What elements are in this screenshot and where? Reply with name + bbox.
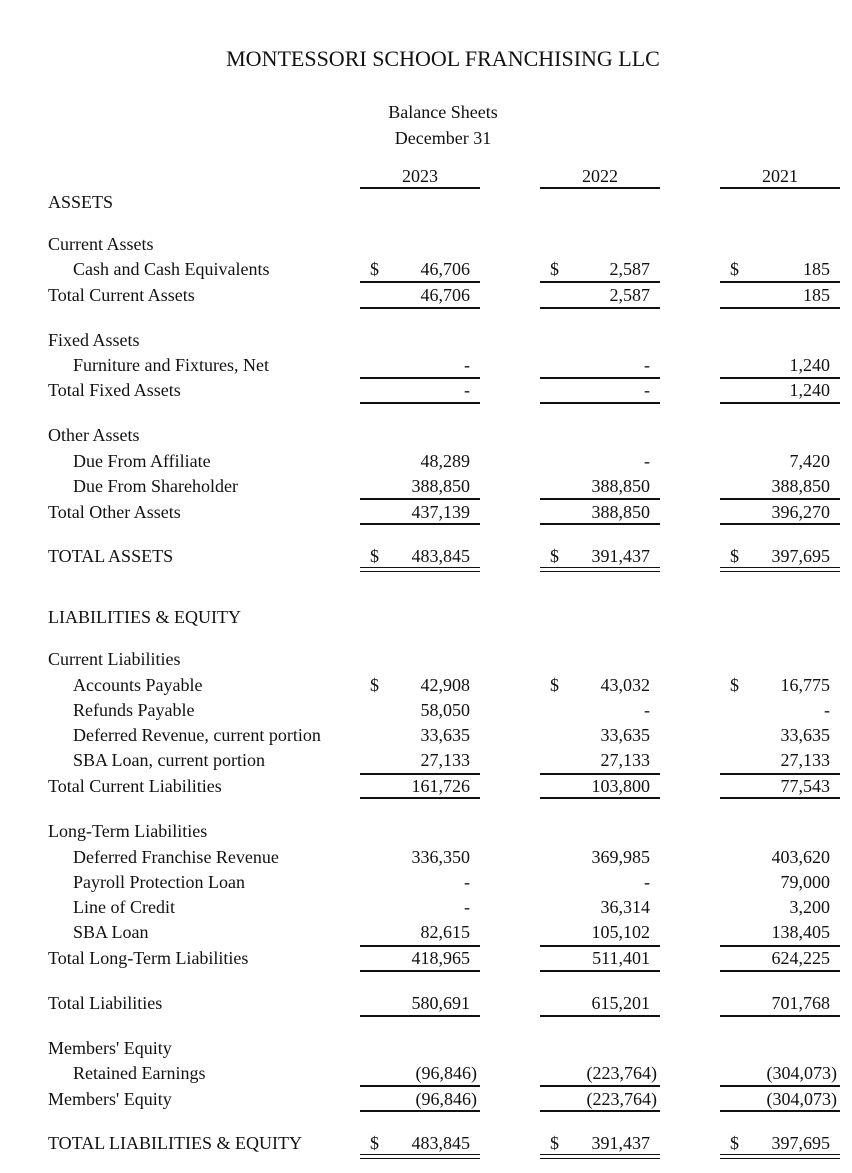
subtotal-value-2023: 437,139 — [411, 502, 470, 522]
underline — [540, 498, 660, 500]
total-liabilities-value-2023: 580,691 — [411, 993, 470, 1013]
line-item-label: Cash and Cash Equivalents — [73, 259, 270, 279]
line-item-label: Furniture and Fixtures, Net — [73, 355, 269, 375]
line-item-value-2022: - — [644, 451, 650, 471]
underline — [720, 970, 840, 972]
currency-symbol: $ — [370, 546, 379, 566]
currency-symbol: $ — [550, 1133, 559, 1153]
subtotal-value-2021: 1,240 — [789, 380, 830, 400]
underline — [540, 773, 660, 775]
line-item-label: Refunds Payable — [73, 700, 195, 720]
total-liabilities-value-2021: 701,768 — [771, 993, 830, 1013]
subtotal-label: Total Current Liabilities — [48, 776, 222, 796]
line-item-label: Payroll Protection Loan — [73, 872, 245, 892]
line-item-value-2022: 33,635 — [600, 725, 650, 745]
line-item-label: SBA Loan — [73, 922, 149, 942]
line-item-value-2023: 82,615 — [420, 922, 470, 942]
subtotal-value-2022: 103,800 — [591, 776, 650, 796]
underline — [720, 1085, 840, 1087]
underline — [360, 523, 480, 525]
grand-total-value-2021: 397,695 — [771, 1133, 830, 1153]
subsection-heading: Members' Equity — [48, 1038, 172, 1058]
line-item-value-2022: - — [644, 872, 650, 892]
grand-total-label: TOTAL ASSETS — [48, 546, 174, 566]
subtotal-value-2023: 46,706 — [420, 285, 470, 305]
underline — [720, 402, 840, 404]
year-header-2022: 2022 — [582, 166, 618, 186]
underline — [360, 281, 480, 283]
subtotal-value-2023: 161,726 — [411, 776, 470, 796]
line-item-value-2023: - — [464, 872, 470, 892]
line-item-value-2023: 42,908 — [420, 675, 470, 695]
line-item-value-2021: 27,133 — [780, 750, 830, 770]
subtotal-label: Total Other Assets — [48, 502, 181, 522]
underline — [540, 797, 660, 799]
underline — [540, 1015, 660, 1017]
subtotal-value-2022: 511,401 — [592, 948, 650, 968]
line-item-value-2023: 33,635 — [420, 725, 470, 745]
underline — [720, 1015, 840, 1017]
currency-symbol: $ — [550, 546, 559, 566]
grand-total-value-2022: 391,437 — [591, 1133, 650, 1153]
subtotal-value-2023: (96,846) — [415, 1089, 477, 1109]
currency-symbol: $ — [370, 1133, 379, 1153]
subtotal-value-2022: - — [644, 380, 650, 400]
line-item-value-2022: - — [644, 700, 650, 720]
currency-symbol: $ — [730, 259, 739, 279]
statement-date: December 31 — [394, 128, 492, 148]
subsection-heading: Fixed Assets — [48, 330, 140, 350]
underline — [540, 377, 660, 379]
section-heading-assets: ASSETS — [48, 192, 114, 212]
underline — [360, 1085, 480, 1087]
subsection-heading: Long-Term Liabilities — [48, 821, 208, 841]
currency-symbol: $ — [550, 259, 559, 279]
underline — [360, 797, 480, 799]
currency-symbol: $ — [370, 259, 379, 279]
underline — [360, 187, 480, 189]
line-item-value-2022: - — [644, 355, 650, 375]
underline — [360, 945, 480, 947]
subtotal-value-2022: (223,764) — [586, 1089, 657, 1109]
line-item-value-2023: 58,050 — [420, 700, 470, 720]
line-item-label: Due From Shareholder — [73, 476, 238, 496]
line-item-value-2023: 27,133 — [420, 750, 470, 770]
underline — [360, 307, 480, 309]
currency-symbol: $ — [730, 1133, 739, 1153]
line-item-value-2023: (96,846) — [415, 1063, 477, 1083]
double-underline — [360, 1154, 480, 1159]
grand-total-label: TOTAL LIABILITIES & EQUITY — [48, 1133, 303, 1153]
double-underline — [540, 567, 660, 572]
line-item-value-2023: 336,350 — [411, 847, 470, 867]
line-item-value-2021: 7,420 — [789, 451, 830, 471]
grand-total-value-2021: 397,695 — [771, 546, 830, 566]
currency-symbol: $ — [730, 675, 739, 695]
underline — [540, 523, 660, 525]
underline — [720, 187, 840, 189]
subsection-heading: Other Assets — [48, 425, 140, 445]
double-underline — [720, 567, 840, 572]
line-item-label: Deferred Franchise Revenue — [73, 847, 279, 867]
line-item-value-2021: (304,073) — [766, 1063, 837, 1083]
underline — [360, 377, 480, 379]
underline — [540, 1110, 660, 1112]
underline — [360, 1110, 480, 1112]
line-item-label: SBA Loan, current portion — [73, 750, 265, 770]
line-item-value-2023: 48,289 — [420, 451, 470, 471]
line-item-value-2021: 403,620 — [771, 847, 830, 867]
currency-symbol: $ — [730, 546, 739, 566]
grand-total-value-2023: 483,845 — [411, 1133, 470, 1153]
line-item-value-2022: 43,032 — [600, 675, 650, 695]
line-item-label: Line of Credit — [73, 897, 175, 917]
grand-total-value-2023: 483,845 — [411, 546, 470, 566]
line-item-value-2021: 388,850 — [771, 476, 830, 496]
underline — [720, 773, 840, 775]
line-item-value-2023: 388,850 — [411, 476, 470, 496]
subtotal-label: Total Fixed Assets — [48, 380, 181, 400]
underline — [720, 498, 840, 500]
underline — [540, 307, 660, 309]
subsection-heading: Current Liabilities — [48, 649, 181, 669]
underline — [720, 307, 840, 309]
currency-symbol: $ — [550, 675, 559, 695]
line-item-value-2022: 2,587 — [609, 259, 650, 279]
line-item-value-2021: 79,000 — [780, 872, 830, 892]
line-item-value-2021: - — [824, 700, 830, 720]
line-item-value-2022: (223,764) — [586, 1063, 657, 1083]
subtotal-value-2021: 396,270 — [771, 502, 830, 522]
currency-symbol: $ — [370, 675, 379, 695]
line-item-value-2022: 105,102 — [591, 922, 650, 942]
subtotal-value-2023: 418,965 — [411, 948, 470, 968]
subtotal-value-2021: 185 — [803, 285, 830, 305]
line-item-value-2023: - — [464, 897, 470, 917]
line-item-value-2021: 3,200 — [789, 897, 830, 917]
double-underline — [360, 567, 480, 572]
total-liabilities-label: Total Liabilities — [48, 993, 163, 1013]
line-item-value-2021: 1,240 — [789, 355, 830, 375]
line-item-label: Accounts Payable — [73, 675, 203, 695]
underline — [360, 1015, 480, 1017]
line-item-label: Retained Earnings — [73, 1063, 206, 1083]
underline — [540, 1085, 660, 1087]
underline — [360, 773, 480, 775]
line-item-value-2023: - — [464, 355, 470, 375]
subtotal-value-2021: (304,073) — [766, 1089, 837, 1109]
line-item-value-2021: 16,775 — [780, 675, 830, 695]
underline — [360, 498, 480, 500]
company-name: MONTESSORI SCHOOL FRANCHISING LLC — [226, 46, 660, 71]
subtotal-value-2022: 388,850 — [591, 502, 650, 522]
statement-title: Balance Sheets — [388, 102, 498, 122]
underline — [720, 945, 840, 947]
subtotal-label: Total Current Assets — [48, 285, 195, 305]
underline — [720, 797, 840, 799]
subtotal-value-2022: 2,587 — [609, 285, 650, 305]
line-item-value-2022: 369,985 — [591, 847, 650, 867]
underline — [720, 523, 840, 525]
subtotal-label: Total Long-Term Liabilities — [48, 948, 249, 968]
underline — [540, 945, 660, 947]
section-heading-liabilities-equity: LIABILITIES & EQUITY — [48, 607, 241, 627]
grand-total-value-2022: 391,437 — [591, 546, 650, 566]
underline — [720, 281, 840, 283]
line-item-value-2022: 27,133 — [600, 750, 650, 770]
subtotal-value-2021: 77,543 — [780, 776, 830, 796]
double-underline — [540, 1154, 660, 1159]
line-item-value-2022: 388,850 — [591, 476, 650, 496]
underline — [360, 970, 480, 972]
line-item-label: Due From Affiliate — [73, 451, 211, 471]
subsection-heading: Current Assets — [48, 234, 154, 254]
subtotal-value-2021: 624,225 — [771, 948, 830, 968]
underline — [540, 402, 660, 404]
underline — [720, 377, 840, 379]
line-item-value-2021: 138,405 — [771, 922, 830, 942]
line-item-value-2023: 46,706 — [420, 259, 470, 279]
line-item-value-2021: 33,635 — [780, 725, 830, 745]
underline — [540, 281, 660, 283]
subtotal-value-2023: - — [464, 380, 470, 400]
underline — [360, 402, 480, 404]
year-header-2023: 2023 — [402, 166, 438, 186]
underline — [540, 187, 660, 189]
year-header-2021: 2021 — [762, 166, 798, 186]
line-item-value-2021: 185 — [803, 259, 830, 279]
underline — [540, 970, 660, 972]
line-item-label: Deferred Revenue, current portion — [73, 725, 321, 745]
underline — [720, 1110, 840, 1112]
double-underline — [720, 1154, 840, 1159]
total-liabilities-value-2022: 615,201 — [591, 993, 650, 1013]
line-item-value-2022: 36,314 — [600, 897, 650, 917]
subtotal-label: Members' Equity — [48, 1089, 172, 1109]
